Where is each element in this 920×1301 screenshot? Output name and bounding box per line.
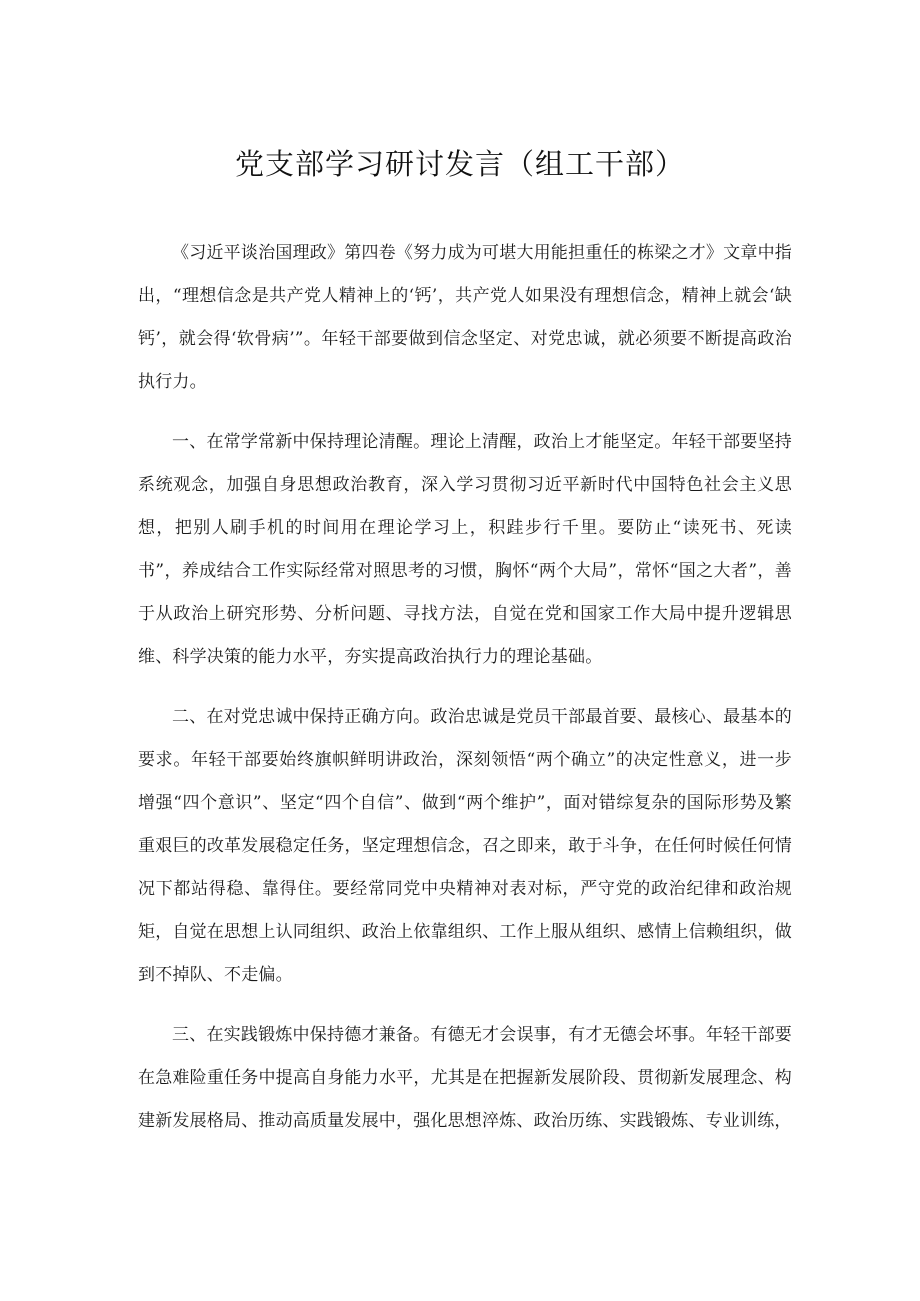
paragraph-section-1: 一、在常学常新中保持理论清醒。理论上清醒，政治上才能坚定。年轻干部要坚持系统观念，加强自身思想政治教育，深入学习贯彻习近平新时代中国特色社会主义思想，把别人刷手机的时间用在理论学习上，积跬步行千里。要防止“读死书、死读书”，养成结合工作实际经常对照思考的习惯，胸怀“两个大局”，常怀“国之大者”，善于从政治上研究形势、分析问题、寻找方法，自觉在党和国家工作大局中提升逻辑思维、科学决策的能力水平，夯实提高政治执行力的理论基础。 bbox=[138, 432, 792, 667]
paragraph-section-3: 三、在实践锻炼中保持德才兼备。有德无才会误事，有才无德会坏事。年轻干部要在急难险重任务中提高自身能力水平，尤其是在把握新发展阶段、贯彻新发展理念、构建新发展格局、推动高质量发展中，强化思想淬炼、政治历练、实践锻炼、专业训练， bbox=[138, 1025, 792, 1131]
document-title: 党支部学习研讨发言（组工干部） bbox=[234, 147, 685, 181]
paragraph-intro: 《习近平谈治国理政》第四卷《努力成为可堪大用能担重任的栋梁之才》文章中指出，“理想信念是共产党人精神上的‘钙’，共产党人如果没有理想信念，精神上就会‘缺钙’，就会得‘软骨病’”。年轻干部要做到信念坚定、对党忠诚，就必须要不断提高政治执行力。 bbox=[138, 243, 792, 392]
document-body bbox=[138, 232, 792, 1160]
paragraph-section-2: 二、在对党忠诚中保持正确方向。政治忠诚是党员干部最首要、最核心、最基本的要求。年轻干部要始终旗帜鲜明讲政治，深刻领悟“两个确立”的决定性意义，进一步增强“四个意识”、坚定“四个自信”、做到“两个维护”，面对错综复杂的国际形势及繁重艰巨的改革发展稳定任务，坚定理想信念，召之即来，敢于斗争，在任何时候任何情况下都站得稳、靠得住。要经常同党中央精神对表对标，严守党的政治纪律和政治规矩，自觉在思想上认同组织、政治上依靠组织、工作上服从组织、感情上信赖组织，做到不掉队、不走偏。 bbox=[138, 707, 792, 985]
